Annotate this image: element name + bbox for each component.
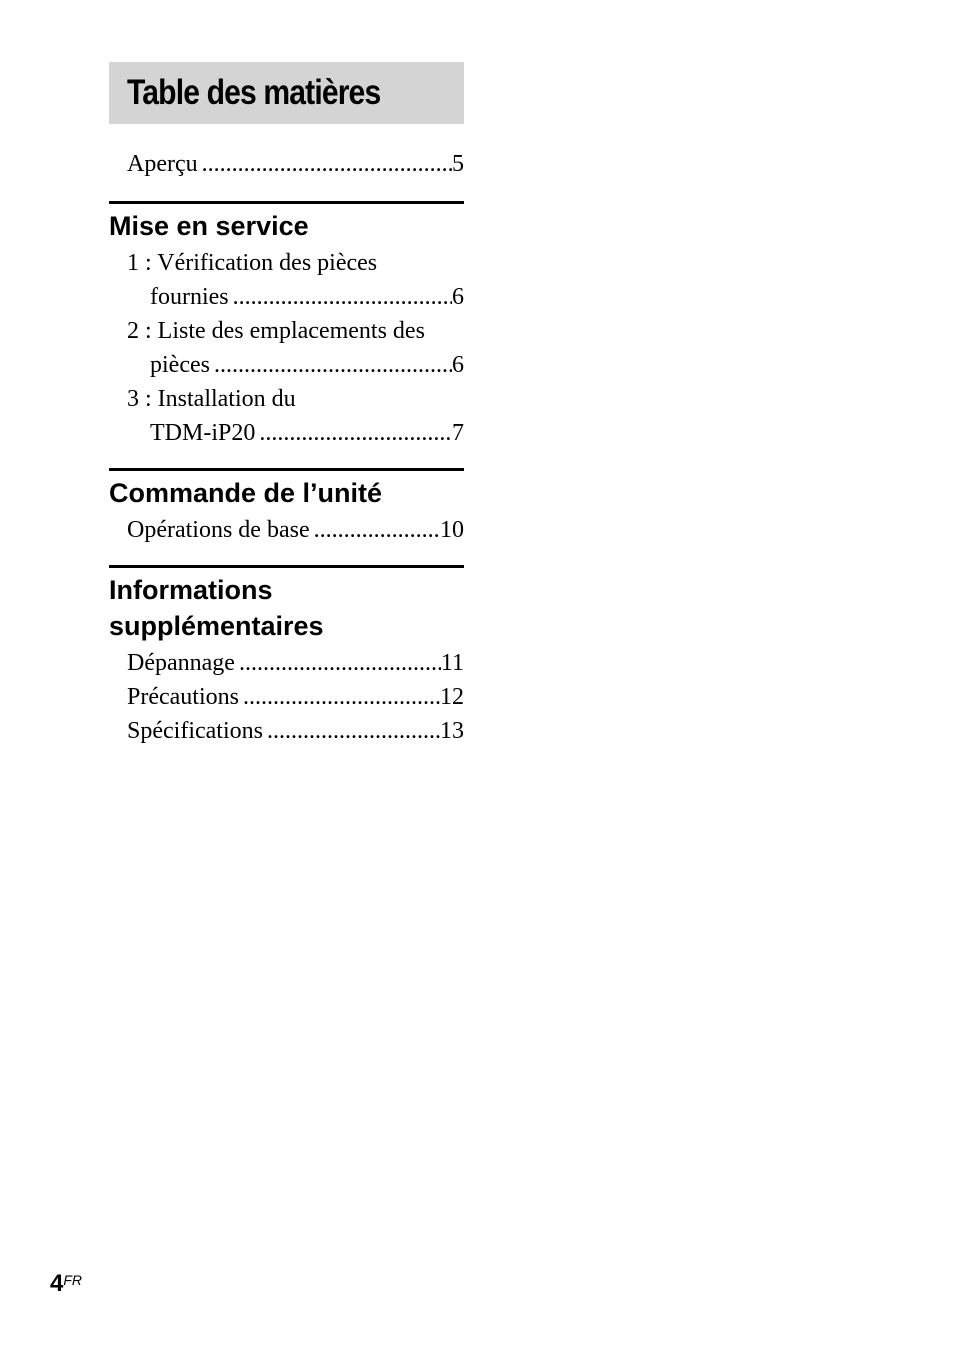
toc-entry-verification[interactable] bbox=[150, 280, 464, 314]
toc-entry-label: pièces bbox=[150, 352, 210, 378]
toc-entry-apercu[interactable] bbox=[127, 147, 464, 181]
toc-entry-label: TDM-iP20 bbox=[150, 420, 256, 446]
toc-entry-label: Aperçu bbox=[127, 151, 198, 177]
page-number bbox=[50, 1270, 82, 1298]
dot-leader bbox=[214, 348, 452, 382]
toc-entry-page: 11 bbox=[440, 650, 464, 676]
toc-section-commande bbox=[109, 468, 464, 547]
toc-entry-page: 7 bbox=[452, 420, 464, 446]
dot-leader bbox=[233, 280, 452, 314]
toc-entry-specifications[interactable] bbox=[127, 714, 464, 748]
toc-entry-label: Précautions bbox=[127, 684, 239, 710]
toc-entry-label: Spécifications bbox=[127, 718, 263, 744]
dot-leader bbox=[267, 714, 440, 748]
toc-entry-depannage[interactable] bbox=[127, 646, 464, 680]
toc-entry-line[interactable]: 2 : Liste des emplacements des bbox=[127, 318, 425, 344]
toc-entry-line[interactable]: 1 : Vérification des pièces bbox=[127, 250, 378, 276]
toc-entry-page: 6 bbox=[452, 284, 464, 310]
table-of-contents bbox=[109, 62, 464, 748]
toc-section-informations bbox=[109, 565, 464, 748]
toc-entry-label: Opérations de base bbox=[127, 517, 310, 543]
toc-entry-page: 12 bbox=[440, 684, 464, 710]
toc-entry-page: 6 bbox=[452, 352, 464, 378]
toc-title-banner bbox=[109, 62, 464, 124]
dot-leader bbox=[243, 680, 440, 714]
section-heading: Mise en service bbox=[109, 211, 309, 241]
toc-entry-page: 5 bbox=[452, 151, 464, 177]
language-code: FR bbox=[63, 1272, 83, 1288]
toc-entry-page: 13 bbox=[440, 718, 464, 744]
dot-leader bbox=[239, 646, 441, 680]
toc-entry-label: Dépannage bbox=[127, 650, 235, 676]
toc-section-mise-en-service bbox=[109, 201, 464, 450]
section-heading: Informations bbox=[109, 575, 273, 605]
page-number-value: 4 bbox=[50, 1270, 64, 1297]
section-heading: supplémentaires bbox=[109, 611, 324, 641]
toc-entry-precautions[interactable] bbox=[127, 680, 464, 714]
toc-entry-installation[interactable] bbox=[150, 416, 464, 450]
page-title: Table des matières bbox=[127, 73, 381, 112]
toc-entry-liste[interactable] bbox=[150, 348, 464, 382]
toc-entry-label: fournies bbox=[150, 284, 229, 310]
section-heading: Commande de l’unité bbox=[109, 478, 383, 508]
toc-entry-line[interactable]: 3 : Installation du bbox=[127, 386, 296, 412]
dot-leader bbox=[259, 416, 452, 450]
dot-leader bbox=[314, 513, 440, 547]
toc-entry-operations[interactable] bbox=[127, 513, 464, 547]
toc-entry-page: 10 bbox=[440, 517, 464, 543]
dot-leader bbox=[202, 147, 452, 181]
